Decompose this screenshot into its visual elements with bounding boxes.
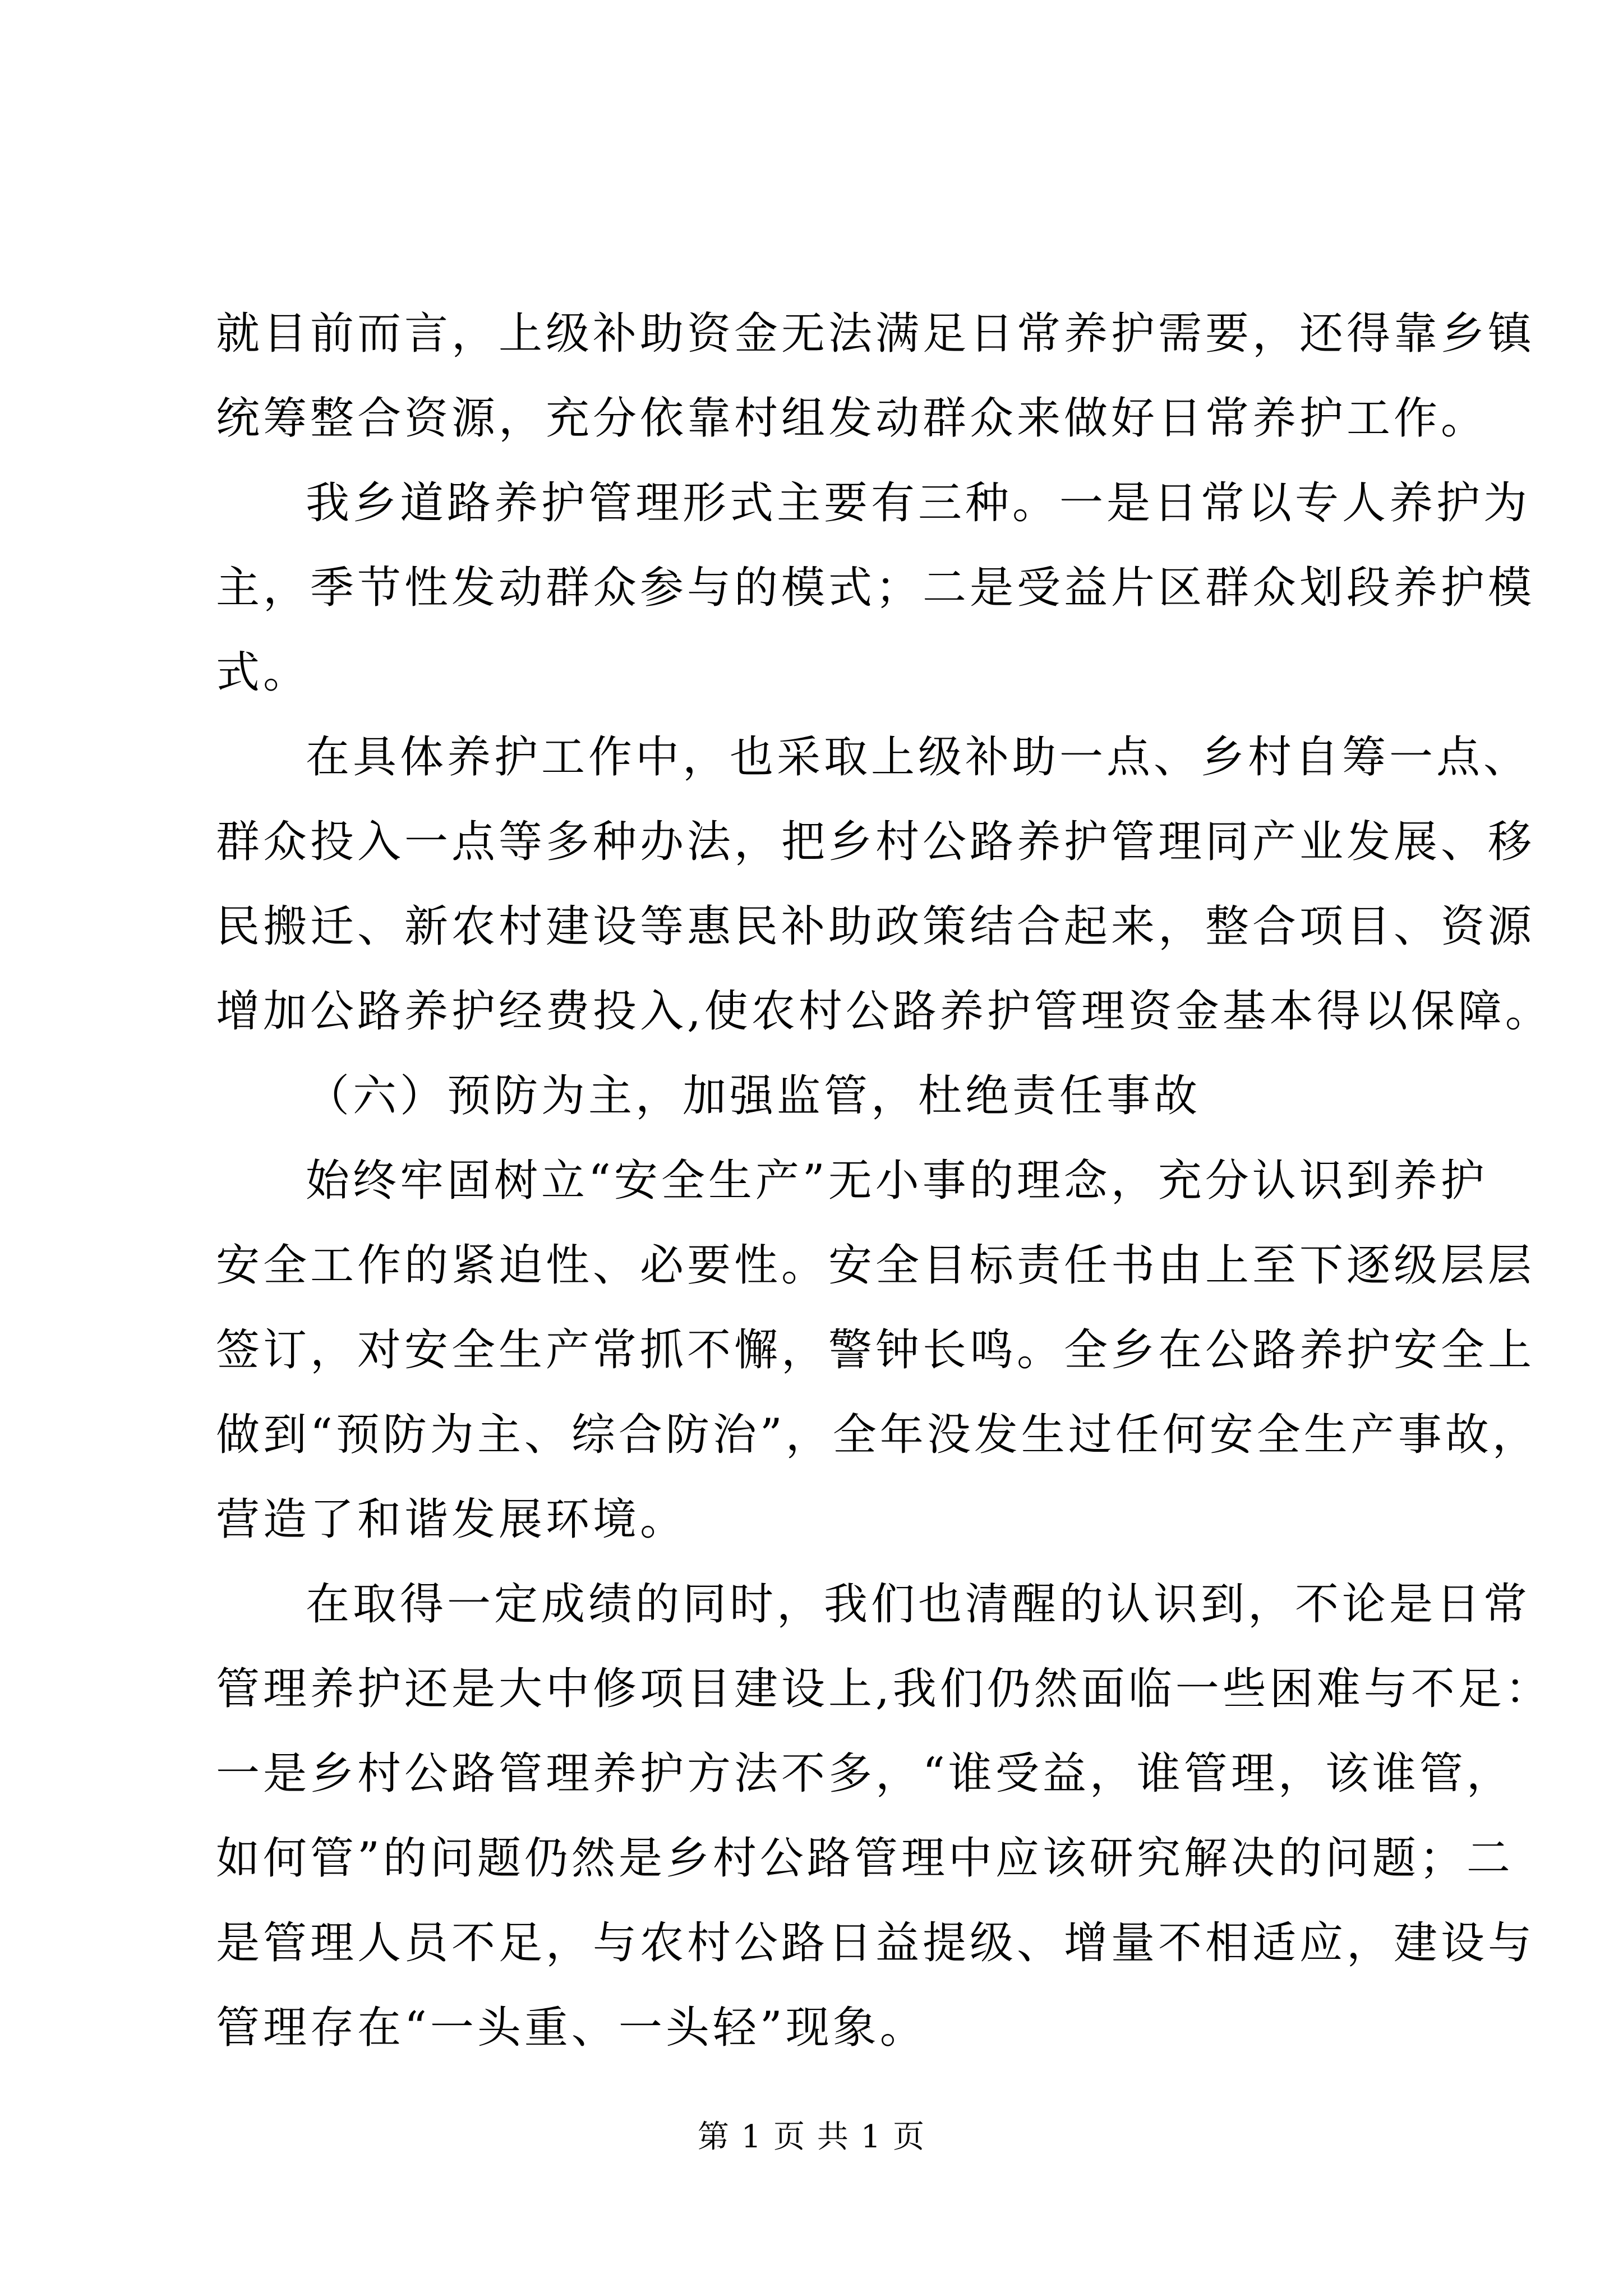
text-line: 就目前而言，上级补助资金无法满足日常养护需要，还得靠乡镇	[216, 309, 1536, 359]
text-line: 营造了和谐发展环境。	[216, 1494, 688, 1545]
document-body	[216, 292, 1552, 2070]
page-number-footer: 第 1 页 共 1 页	[697, 2119, 926, 2155]
text-line: 式。	[216, 647, 311, 698]
text-line: 一是乡村公路管理养护方法不多，“谁受益，谁管理，该谁管，	[216, 1749, 1514, 1799]
paragraph-start-line: 在具体养护工作中，也采取上级补助一点、乡村自筹一点、	[306, 732, 1531, 783]
text-line: 如何管”的问题仍然是乡村公路管理中应该研究解决的问题；二	[216, 1833, 1514, 1884]
text-line: 是管理人员不足，与农村公路日益提级、增量不相适应，建设与	[216, 1918, 1536, 1968]
text-line: 增加公路养护经费投入,使农村公路养护管理资金基本得以保障。	[216, 986, 1552, 1037]
text-line: 主，季节性发动群众参与的模式；二是受益片区群众划段养护模	[216, 563, 1536, 613]
text-line: 管理存在“一头重、一头轻”现象。	[216, 2003, 927, 2053]
text-line: 统筹整合资源，充分依靠村组发动群众来做好日常养护工作。	[216, 393, 1488, 444]
text-line: 签订，对安全生产常抓不懈，警钟长鸣。全乡在公路养护安全上	[216, 1325, 1536, 1375]
text-line: 做到“预防为主、综合防治”，全年没发生过任何安全生产事故，	[216, 1410, 1539, 1460]
text-line: 群众投入一点等多种办法，把乡村公路养护管理同产业发展、移	[216, 817, 1536, 867]
paragraph-start-line: 始终牢固树立“安全生产”无小事的理念，充分认识到养护	[306, 1156, 1488, 1206]
paragraph-start-line: 在取得一定成绩的同时，我们也清醒的认识到，不论是日常	[306, 1579, 1531, 1630]
text-line: 管理养护还是大中修项目建设上,我们仍然面临一些困难与不足：	[216, 1664, 1552, 1714]
text-line: 民搬迁、新农村建设等惠民补助政策结合起来，整合项目、资源	[216, 901, 1536, 952]
text-line: 安全工作的紧迫性、必要性。安全目标责任书由上至下逐级层层	[216, 1240, 1536, 1291]
section-heading: （六）预防为主，加强监管，杜绝责任事故	[306, 1071, 1201, 1121]
paragraph-start-line: 我乡道路养护管理形式主要有三种。一是日常以专人养护为	[306, 478, 1531, 528]
